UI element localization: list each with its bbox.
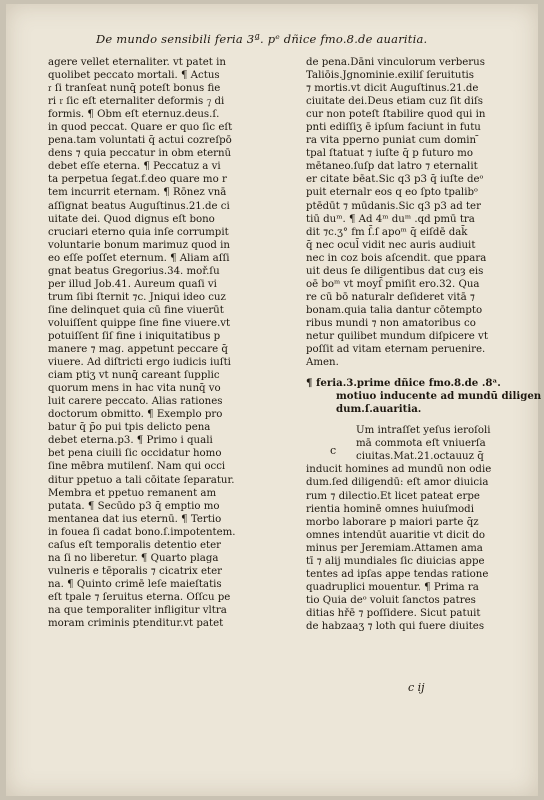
text-line: puit eternalr eos q eo ſpto tpalibᵒ xyxy=(306,187,478,199)
text-line: formis. ¶ Obm eſt eternuz.deus.ſ. xyxy=(48,109,220,121)
text-line: tentes ad ipſas appe tendas ratione xyxy=(306,568,489,580)
text-line: luit carere peccato. Alias rationes xyxy=(48,396,223,408)
text-line: dum.ſed diligendū: eſt amor diuicia xyxy=(306,477,489,489)
text-line: cur non poteſt ſtabilire quod qui in xyxy=(306,109,486,121)
text-line: rientia hominē omnes huiuſmodi xyxy=(306,503,474,515)
text-line: ptēdūt ⁊ mūdanis.Sic q3 p3 ad ter xyxy=(306,200,481,212)
text-line: voluiſſent quippe ſine fine viuere.vt xyxy=(48,317,231,329)
text-line: quorum mens in hac vita nunq̄ vo xyxy=(48,383,221,395)
text-line: tpal ſtatuat ⁊ iuſte q̄ p futuro mo xyxy=(306,148,473,160)
text-line: nec in coz bois aſcendit. que ppara xyxy=(306,252,487,264)
text-line: poſſit ad vitam eternam peruenire. xyxy=(306,344,486,356)
text-line: bonam.quia talia dantur cōtempto xyxy=(306,304,483,316)
text-line: omnes intendūt auaritie vt dicit do xyxy=(306,529,486,541)
text-line: de pena.Dāni vinculorum verberus xyxy=(306,57,485,68)
text-line: trum ſibi ſternit ⁊c. Jniqui ideo cuz xyxy=(48,291,226,303)
text-line: eſt tpale ⁊ ſeruitus eterna. Oſſcu pe xyxy=(48,591,231,603)
text-line: voluntarie bonum marimuz quod in xyxy=(48,239,230,251)
text-line: re cū bō naturalr deſideret vitā ⁊ xyxy=(306,291,475,303)
text-line: uitate dei. Quod dignus eſt bono xyxy=(48,213,215,225)
text-line: inducit homines ad mundū non odie xyxy=(306,464,492,476)
text-line: ⁊ mortis.vt dicit Auguſtinus.21.de xyxy=(306,83,479,95)
text-line: viuere. Ad diſtricti ergo iudicis iuſti xyxy=(48,357,231,369)
signature-mark: c ij xyxy=(408,681,425,694)
right-column-bottom xyxy=(306,424,516,633)
text-line: ſine mēbra mutilenſ. Nam qui occi xyxy=(48,461,226,473)
text-line: in fouea ſi cadat bono.ſ.impotentem. xyxy=(48,526,236,538)
text-line: caſus eſt temporalis detentio eter xyxy=(48,539,222,551)
text-line: na que temporaliter infligitur vltra xyxy=(48,604,227,616)
text-line: tiū duᵐ. ¶ Ad 4ᵐ duᵐ .qd pmū tra xyxy=(306,213,475,225)
text-line: debet eſſe eterna. ¶ Peccatuz a vi xyxy=(48,161,221,173)
text-line: putata. ¶ Secūdo p3 q̄ emptio mo xyxy=(48,500,220,512)
text-line: ta perpetua ſegat.f.deo quare mo r xyxy=(48,174,227,186)
text-line: pena.tam voluntati q̄ actui cozreſpō xyxy=(48,135,232,147)
text-line: Membra et ppetuo remanent am xyxy=(48,487,217,499)
text-line: na. ¶ Quinto crimē leſe maieſtatis xyxy=(48,578,222,590)
text-line: ciuitas.Mat.21.octauuz q̄ xyxy=(356,451,484,463)
text-line: er citate bēat.Sic q3 p3 q̄ iuſte deᵒ xyxy=(306,174,484,186)
text-line: bet pena ciuili ſic occidatur homo xyxy=(48,448,222,460)
text-line: doctorum obmitto. ¶ Exemplo pro xyxy=(48,409,223,421)
text-line: q̄ nec ocul̄ vidit nec auris audiuit xyxy=(306,239,476,251)
text-line: rum ⁊ dilectio.Et licet pateat erpe xyxy=(306,490,480,502)
text-line: potuiſſent ſiſ fine i iniquitatibus p xyxy=(48,330,221,342)
text-line: Um intraſſet yeſus ieroſoli xyxy=(356,425,491,437)
text-line: mā commota eſt vniuerſa xyxy=(356,438,486,450)
text-line: oē boᵐ vt moyſ̄ pmiſit ero.32. Qua xyxy=(306,278,480,290)
heading-line: motiuo inducente ad mundū diligen xyxy=(336,390,542,403)
left-column xyxy=(48,56,253,630)
sermon-heading xyxy=(306,377,542,416)
heading-line: dum.ſ.auaritia. xyxy=(336,403,422,416)
text-line: uit deus ſe diligentibus dat cuȝ eis xyxy=(306,265,484,277)
text-line: de habzaaʒ ⁊ loth qui fuere diuites xyxy=(306,620,485,632)
text-line: quolibet peccato mortali. ¶ Actus xyxy=(48,70,220,82)
text-line: minus per Jeremiam.Attamen ama xyxy=(306,542,483,554)
book-page xyxy=(6,4,542,796)
text-line: netur quilibet mundum diſpicere vt xyxy=(306,330,488,342)
text-line: debet eterna.p3. ¶ Primo i quali xyxy=(48,435,213,447)
text-line: batur q̄ p̄o pui tpis delicto pena xyxy=(48,422,211,434)
text-line: quadruplici mouentur. ¶ Prima ra xyxy=(306,581,479,593)
text-line: Taliōis.Jgnominie.exiliſ ſeruitutis xyxy=(306,70,475,82)
text-line: ditias hřē ⁊ poſſidere. Sicut patuit xyxy=(306,607,481,619)
text-line: moram criminis ptenditur.vt patet xyxy=(48,618,224,630)
text-line: aſſignat beatus Auguſtinus.21.de ci xyxy=(48,200,230,212)
text-line: ditur ppetuo a tali cōitate ſeparatur. xyxy=(48,474,235,486)
text-line: ri 𝔯 ſic eſt eternaliter deformis ⁊ di xyxy=(48,96,225,108)
text-line: mentanea dat ius eternū. ¶ Tertio xyxy=(48,513,222,525)
text-line: ciam ptiʒ vt nunq̄ careant ſupplic xyxy=(48,370,220,382)
text-line: ribus mundi ⁊ non amatoribus co xyxy=(306,317,476,329)
text-line: per illud Job.41. Aureum quaſi vi xyxy=(48,278,217,290)
right-column xyxy=(306,56,542,633)
text-line: cruciari eterno quia inſe corrumpit xyxy=(48,226,229,238)
text-line: morbo laborare p maiori parte q̄z xyxy=(306,516,479,528)
heading-line: ¶ feria.3.prime dñice fmo.8.de .8ᵃ. xyxy=(306,377,501,390)
text-line: agere vellet eternaliter. vt patet in xyxy=(48,57,226,68)
running-head: De mundo sensibili feria 3ª. pᵉ dñice fmo.8.de auaritia. xyxy=(96,32,428,46)
drop-initial: c xyxy=(330,444,337,458)
text-line: mētaneo.ſuſp dat latro ⁊ eternalit xyxy=(306,161,478,173)
text-line: ſine delinquet quia cū fine viuerūt xyxy=(48,304,224,316)
text-line: manere ⁊ mag. appetunt peccare q̄ xyxy=(48,344,228,356)
text-line: na ſi no liberetur. ¶ Quarto plaga xyxy=(48,552,219,564)
text-line: Amen. xyxy=(306,357,339,369)
text-line: 𝔯 ſi tranſeat nunq̄ poteſt bonus fie xyxy=(48,83,221,95)
text-line: tī ⁊ alij mundiales ſic diuicias appe xyxy=(306,555,485,567)
text-line: tio Quia deᵒ voluit ſanctos patres xyxy=(306,594,476,606)
text-line: tem incurrit eternam. ¶ Rōnez vnā xyxy=(48,187,227,199)
text-line: vulneris e tēporalis ⁊ cicatrix eter xyxy=(48,565,223,577)
text-line: dit ⁊c.ʒ° fm ſ̄.ſ apoᵐ q̄ eiſdē dak̄ xyxy=(306,226,468,238)
text-line: eo eſſe poſſet eternum. ¶ Aliam aſſi xyxy=(48,252,230,264)
text-line: ciuitate dei.Deus etiam cuz ſit diſs xyxy=(306,96,483,108)
text-line: ra vita pperno puniat cum domin ̄ xyxy=(306,135,480,147)
text-line: in quod peccat. Quare er quo ſic eſt xyxy=(48,122,233,134)
text-line: gnat beatus Gregorius.34. moř.ſu xyxy=(48,265,220,277)
right-column-top xyxy=(306,56,516,369)
text-line: pnti ediſſiʒ ē ipſum faciunt in futu xyxy=(306,122,481,134)
text-line: dens ⁊ quia peccatur in obm eternū xyxy=(48,148,232,160)
